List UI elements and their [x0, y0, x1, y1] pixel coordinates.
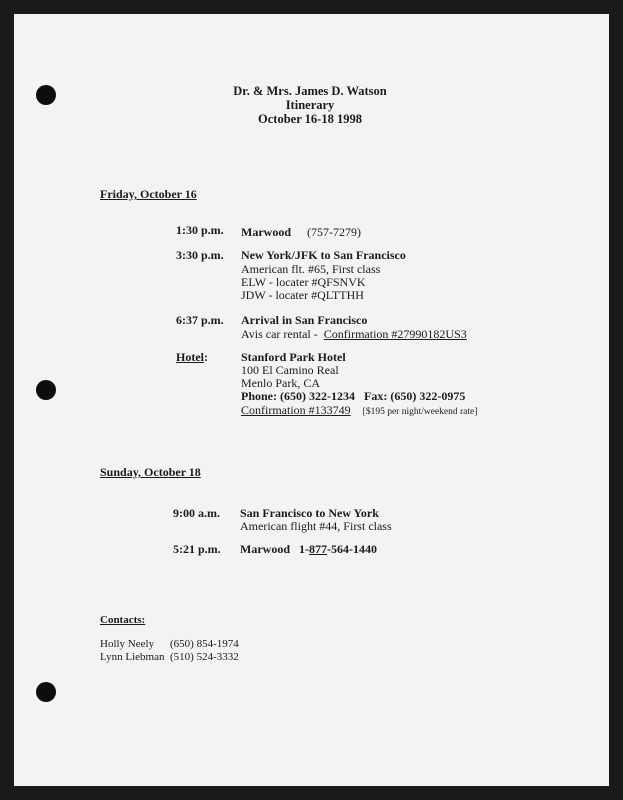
- event-detail: JDW - locater #QLTTHH: [241, 288, 364, 302]
- contact-name: Holly Neely: [100, 638, 155, 650]
- hotel-confirmation: Confirmation #133749 [$195 per night/weekend rate]: [241, 403, 478, 417]
- punch-hole: [36, 380, 56, 400]
- event-title: Arrival in San Francisco: [241, 313, 368, 327]
- hotel-address: 100 El Camino Real: [241, 363, 339, 377]
- event-time: 5:21 p.m.: [173, 542, 221, 556]
- hotel-label: Hotel:: [176, 350, 208, 364]
- event-title: San Francisco to New York: [240, 506, 379, 520]
- event-time: 1:30 p.m.: [176, 223, 224, 237]
- event-detail: American flt. #65, First class: [241, 262, 381, 276]
- punch-hole: [36, 682, 56, 702]
- event-time: 6:37 p.m.: [176, 313, 224, 327]
- contacts-heading: Contacts:: [100, 614, 146, 626]
- contact-phone: (650) 854-1974: [170, 638, 239, 650]
- event-title: Marwood (757-7279): [241, 225, 361, 239]
- hotel-name: Stanford Park Hotel: [241, 350, 346, 364]
- hotel-address: Menlo Park, CA: [241, 376, 320, 390]
- doc-dates: October 16-18 1998: [258, 112, 362, 126]
- event-detail: Avis car rental - Confirmation #27990182US3: [241, 327, 467, 341]
- event-detail: ELW - locater #QFSNVK: [241, 275, 366, 289]
- event-title: Marwood 1-877-564-1440: [240, 542, 377, 556]
- event-detail: American flight #44, First class: [240, 519, 392, 533]
- doc-title: Itinerary: [285, 98, 335, 112]
- contact-phone: (510) 524-3332: [170, 651, 239, 663]
- event-time: 9:00 a.m.: [173, 506, 220, 520]
- section-heading-sunday: Sunday, October 18: [100, 465, 201, 479]
- section-heading-friday: Friday, October 16: [100, 187, 197, 201]
- hotel-phone: Phone: (650) 322-1234 Fax: (650) 322-0975: [241, 389, 466, 403]
- punch-hole: [36, 85, 56, 105]
- traveler-name: Dr. & Mrs. James D. Watson: [233, 84, 387, 98]
- event-time: 3:30 p.m.: [176, 248, 224, 262]
- contact-name: Lynn Liebman: [100, 651, 165, 663]
- event-title: New York/JFK to San Francisco: [241, 248, 406, 262]
